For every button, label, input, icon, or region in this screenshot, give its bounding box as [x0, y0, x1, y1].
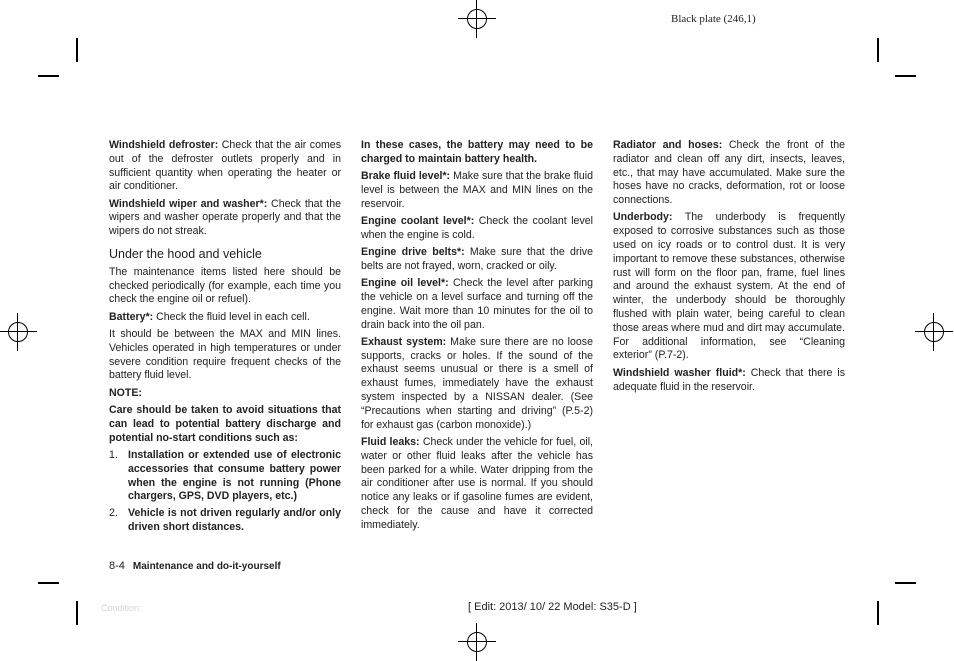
radiator-text: Check the front of the radiator and clean off any dirt, insects, leaves, etc., that may have accumulated. Make sure the hoses have no cracks, deformation, rot or loose connections.: [613, 139, 845, 207]
crop-mark: [877, 38, 879, 62]
condition-label: Condition:: [101, 603, 142, 613]
paragraph-engine-oil: [361, 277, 593, 332]
list-item: [109, 507, 341, 535]
paragraph-battery-level: It should be between the MAX and MIN lines. Vehicles operated in high temperatures or under severe condition require frequent checks of the battery fluid level.: [109, 328, 341, 382]
note-list: [109, 449, 341, 535]
belts-text: Make sure that the drive belts are not frayed, worn, cracked or oily.: [361, 246, 593, 272]
wiper-title: Windshield wiper and washer*:: [109, 197, 268, 210]
leaks-title: Fluid leaks:: [361, 435, 420, 448]
crop-mark: [76, 601, 78, 625]
plate-label: Black plate (246,1): [671, 13, 756, 25]
underbody-title: Underbody:: [613, 211, 673, 224]
column-1: [109, 139, 341, 538]
list-item: [109, 449, 341, 504]
paragraph-drive-belts: [361, 246, 593, 274]
paragraph-brake-fluid: [361, 170, 593, 211]
paragraph-windshield-wiper: [109, 198, 341, 239]
brake-title: Brake fluid level*:: [361, 170, 451, 183]
list-item-number: 2.: [109, 507, 118, 520]
edit-info: [ Edit: 2013/ 10/ 22 Model: S35-D ]: [468, 601, 637, 613]
column-2: [361, 139, 593, 536]
oil-title: Engine oil level*:: [361, 277, 449, 290]
paragraph-underbody: [613, 211, 845, 363]
paragraph-windshield-defroster: [109, 139, 341, 194]
subheading-under-hood: Under the hood and vehicle: [109, 247, 262, 262]
exhaust-text: Make sure there are no loose supports, cracks or holes. If the sound of the exhaust seems unusual or there is a smell of exhaust fumes, immediately have the exhaust system inspected by a NISSAN dealer. (See “Precautions when starting and driving” (P.5-2) for exhaust gas (carbon monoxide).): [361, 335, 593, 431]
battery-text: Check the fluid level in each cell.: [153, 310, 310, 323]
brake-text: Make sure that the brake fluid level is between the MAX and MIN lines on the reservoir.: [361, 170, 593, 210]
registration-mark-top: [458, 0, 496, 38]
registration-mark-left: [0, 313, 37, 351]
belts-title: Engine drive belts*:: [361, 246, 465, 259]
registration-mark-right: [915, 313, 953, 351]
crop-mark: [38, 582, 59, 584]
coolant-text: Check the coolant level when the engine is cold.: [361, 214, 593, 241]
crop-mark: [895, 75, 916, 77]
coolant-title: Engine coolant level*:: [361, 214, 475, 227]
paragraph-washer-fluid: [613, 367, 845, 395]
list-item-number: 1.: [109, 448, 118, 461]
paragraph-radiator: [613, 139, 845, 208]
battery-title: Battery*:: [109, 310, 154, 323]
paragraph-coolant: [361, 215, 593, 243]
underbody-text: The underbody is frequently exposed to corrosive substances such as those used on icy roads or to control dust. It is very important to remove these substances, otherwise rust will form on the floor pan, frame, fuel lines and around the exhaust system. At the end of winter, the underbody should be thoroughly flushed with plain water, being careful to clean those areas where mud and dirt may accumulate. For additional information, see “Cleaning exterior” (P.7-2).: [613, 211, 846, 362]
crop-mark: [38, 75, 59, 77]
paragraph-maintenance-items: The maintenance items listed here should be checked periodically (for example, each time you check the engine oil or refuel).: [109, 265, 341, 306]
washer-fluid-title: Windshield washer fluid*:: [613, 366, 746, 379]
oil-text: Check the level after parking the vehicle on a level surface and turning off the engine. Wait more than 10 minutes for the oil to drain back into the oil pan.: [361, 277, 593, 331]
note-text: Care should be taken to avoid situations that can lead to potential battery discharge and potential no-start conditions such as:: [109, 404, 341, 444]
paragraph-battery-health: In these cases, the battery may need to be charged to maintain battery health.: [361, 139, 593, 165]
paragraph-exhaust: [361, 336, 593, 433]
list-item-text: Vehicle is not driven regularly and/or only driven short distances.: [128, 507, 341, 533]
registration-mark-bottom: [458, 623, 496, 661]
page-number: 8-4: [109, 560, 125, 572]
washer-fluid-text: Check that there is adequate fluid in the reservoir.: [613, 366, 845, 393]
exhaust-title: Exhaust system:: [361, 335, 447, 348]
wiper-text: Check that the wipers and washer operate properly and that the wipers do not streak.: [109, 197, 341, 238]
defroster-title: Windshield defroster:: [109, 139, 219, 151]
leaks-text: Check under the vehicle for fuel, oil, water or other fluid leaks after the vehicle has been parked for a while. Water dripping from the air conditioner after use is normal. If you should notice any leaks or if gasoline fumes are evident, check for the cause and have it corrected immediately.: [361, 435, 593, 531]
column-3: [613, 139, 845, 398]
crop-mark: [877, 601, 879, 625]
crop-mark: [895, 582, 916, 584]
paragraph-fluid-leaks: [361, 436, 593, 533]
page-footer: [109, 560, 281, 572]
section-title: Maintenance and do-it-yourself: [132, 561, 281, 572]
paragraph-battery: [109, 311, 341, 325]
radiator-title: Radiator and hoses:: [613, 139, 723, 151]
crop-mark: [76, 38, 78, 62]
note-label: NOTE:: [109, 386, 142, 399]
defroster-text: Check that the air comes out of the defroster outlets properly and in sufficient quantity when operating the heater or air conditioner.: [109, 139, 341, 193]
list-item-text: Installation or extended use of electronic accessories that consume battery power when the engine is not running (Phone chargers, GPS, DVD players, etc.): [128, 448, 341, 503]
